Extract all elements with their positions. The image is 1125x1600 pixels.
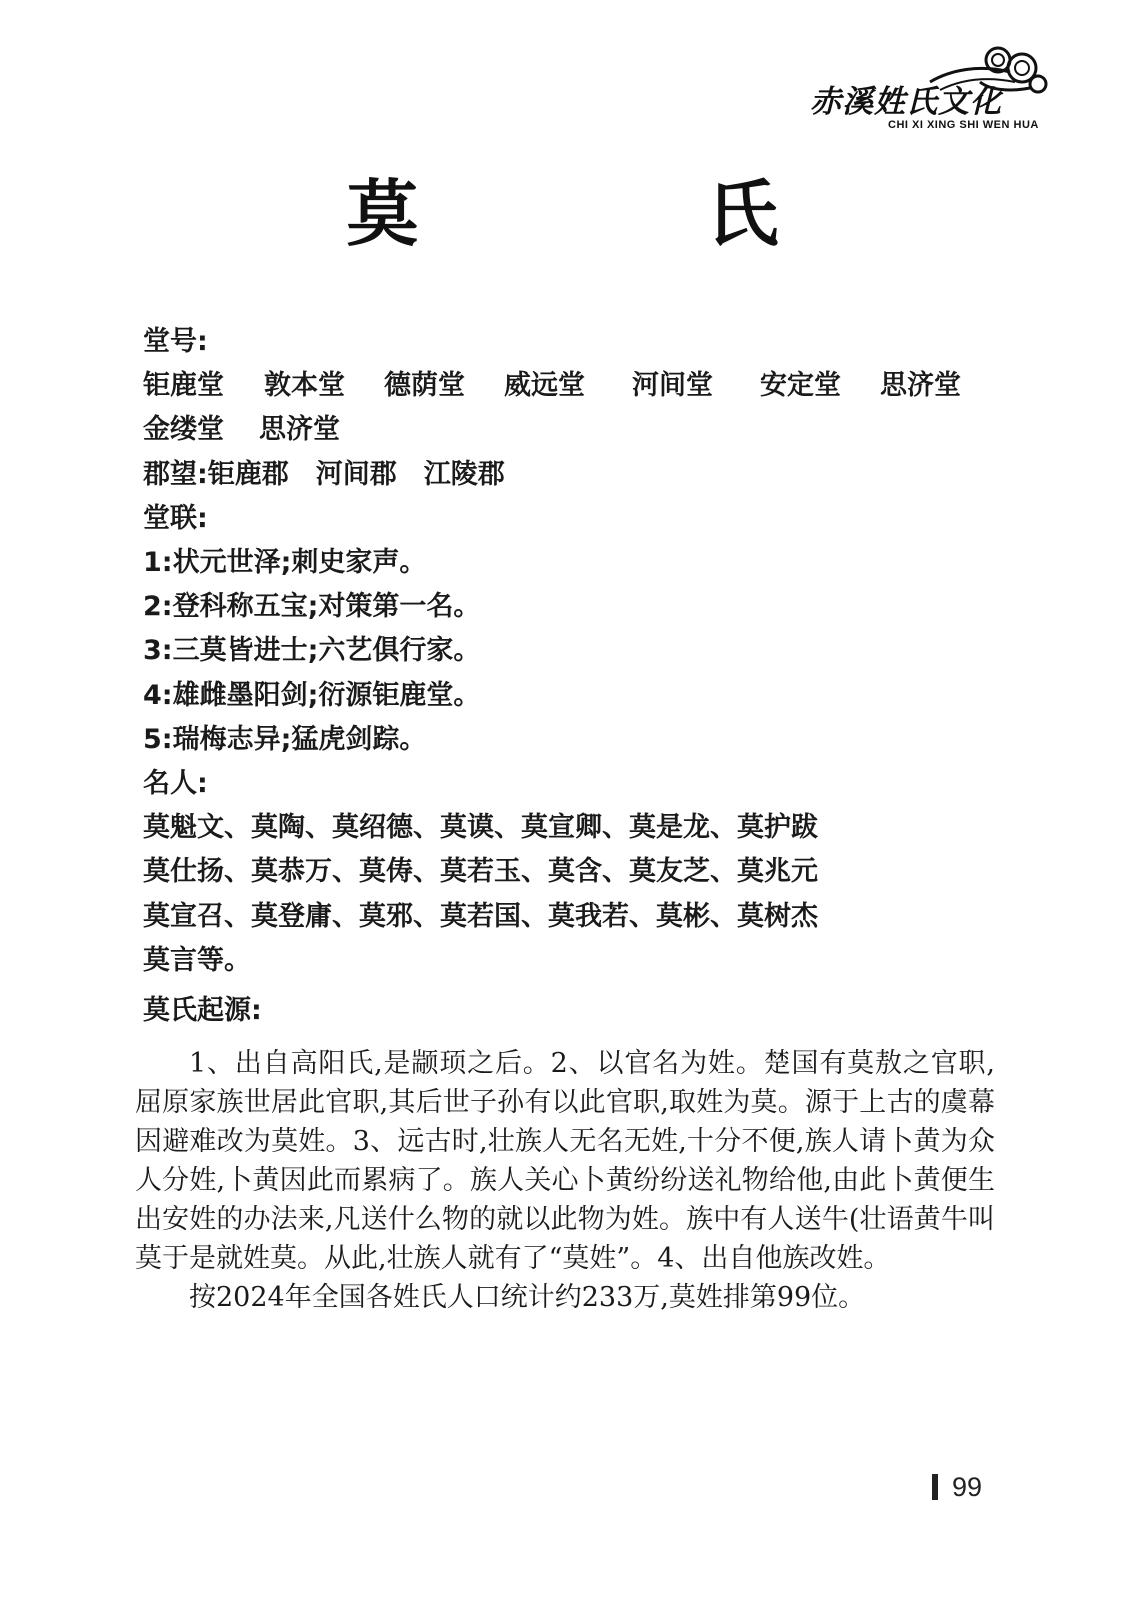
- page-number: 99: [952, 1472, 983, 1502]
- origin-label: 莫氏起源:: [143, 995, 262, 1026]
- hall-name: 德荫堂: [384, 370, 465, 401]
- hall-name: 安定堂: [760, 370, 841, 401]
- page-number-bar: [932, 1474, 938, 1500]
- hall-name: 思济堂: [880, 370, 961, 401]
- hall-name: 思济堂: [259, 414, 340, 445]
- famous-people-line: 莫宣召、莫登庸、莫邪、莫若国、莫我若、莫彬、莫树杰: [143, 901, 818, 932]
- junwang: 郡望:钜鹿郡 河间郡 江陵郡: [143, 459, 505, 490]
- couplet-item: 5:瑞梅志异;猛虎剑踪。: [143, 724, 427, 755]
- tanghao-line-1: [143, 372, 961, 399]
- famous-people-line: 莫魁文、莫陶、莫绍德、莫谟、莫宣卿、莫是龙、莫护跋: [143, 812, 818, 843]
- logo-text: 赤溪姓氏文化: [810, 84, 1002, 120]
- couplet-item: 2:登科称五宝;对策第一名。: [143, 591, 481, 622]
- hall-name: 河间堂: [632, 370, 713, 401]
- tanghao-line-2: [143, 416, 340, 443]
- hall-name: 金缕堂: [143, 414, 224, 445]
- population-paragraph: 按2024年全国各姓氏人口统计约233万,莫姓排第99位。: [189, 1282, 866, 1313]
- page-title: 莫 氏: [346, 171, 887, 256]
- hall-name: 钜鹿堂: [143, 370, 224, 401]
- origin-text: [135, 1044, 995, 1317]
- hall-name: 威远堂: [504, 370, 585, 401]
- couplet-item: 3:三莫皆进士;六艺俱行家。: [143, 635, 481, 666]
- logo-pinyin: CHI XI XING SHI WEN HUA: [888, 119, 1039, 131]
- tanglian-label: 堂联:: [143, 503, 208, 534]
- origin-paragraph: 1、出自高阳氏,是颛顼之后。2、以官名为姓。楚国有莫敖之官职,屈原家族世居此官职,其后世子孙有以此官职,取姓为莫。源于上古的虞幕因避难改为莫姓。3、远古时,壮族人无名无姓,十分不便,族人请卜黄为众人分姓,卜黄因此而累病了。族人关心卜黄纷纷送礼物给他,由此卜黄便生出安姓的办法来,凡送什么物的就以此物为姓。族中有人送牛(壮语黄牛叫莫于是就姓莫。从此,壮族人就有了“莫姓”。4、出自他族改姓。: [135, 1048, 995, 1274]
- mingren-label: 名人:: [143, 768, 208, 799]
- couplet-item: 4:雄雌墨阳剑;衍源钜鹿堂。: [143, 680, 481, 711]
- header-logo: [810, 42, 1050, 142]
- tanghao-label: 堂号:: [143, 326, 208, 357]
- couplet-item: 1:状元世泽;刺史家声。: [143, 547, 427, 578]
- hall-name: 敦本堂: [264, 370, 345, 401]
- famous-people-line: 莫仕扬、莫恭万、莫俦、莫若玉、莫含、莫友芝、莫兆元: [143, 856, 818, 887]
- famous-people-line: 莫言等。: [143, 945, 251, 976]
